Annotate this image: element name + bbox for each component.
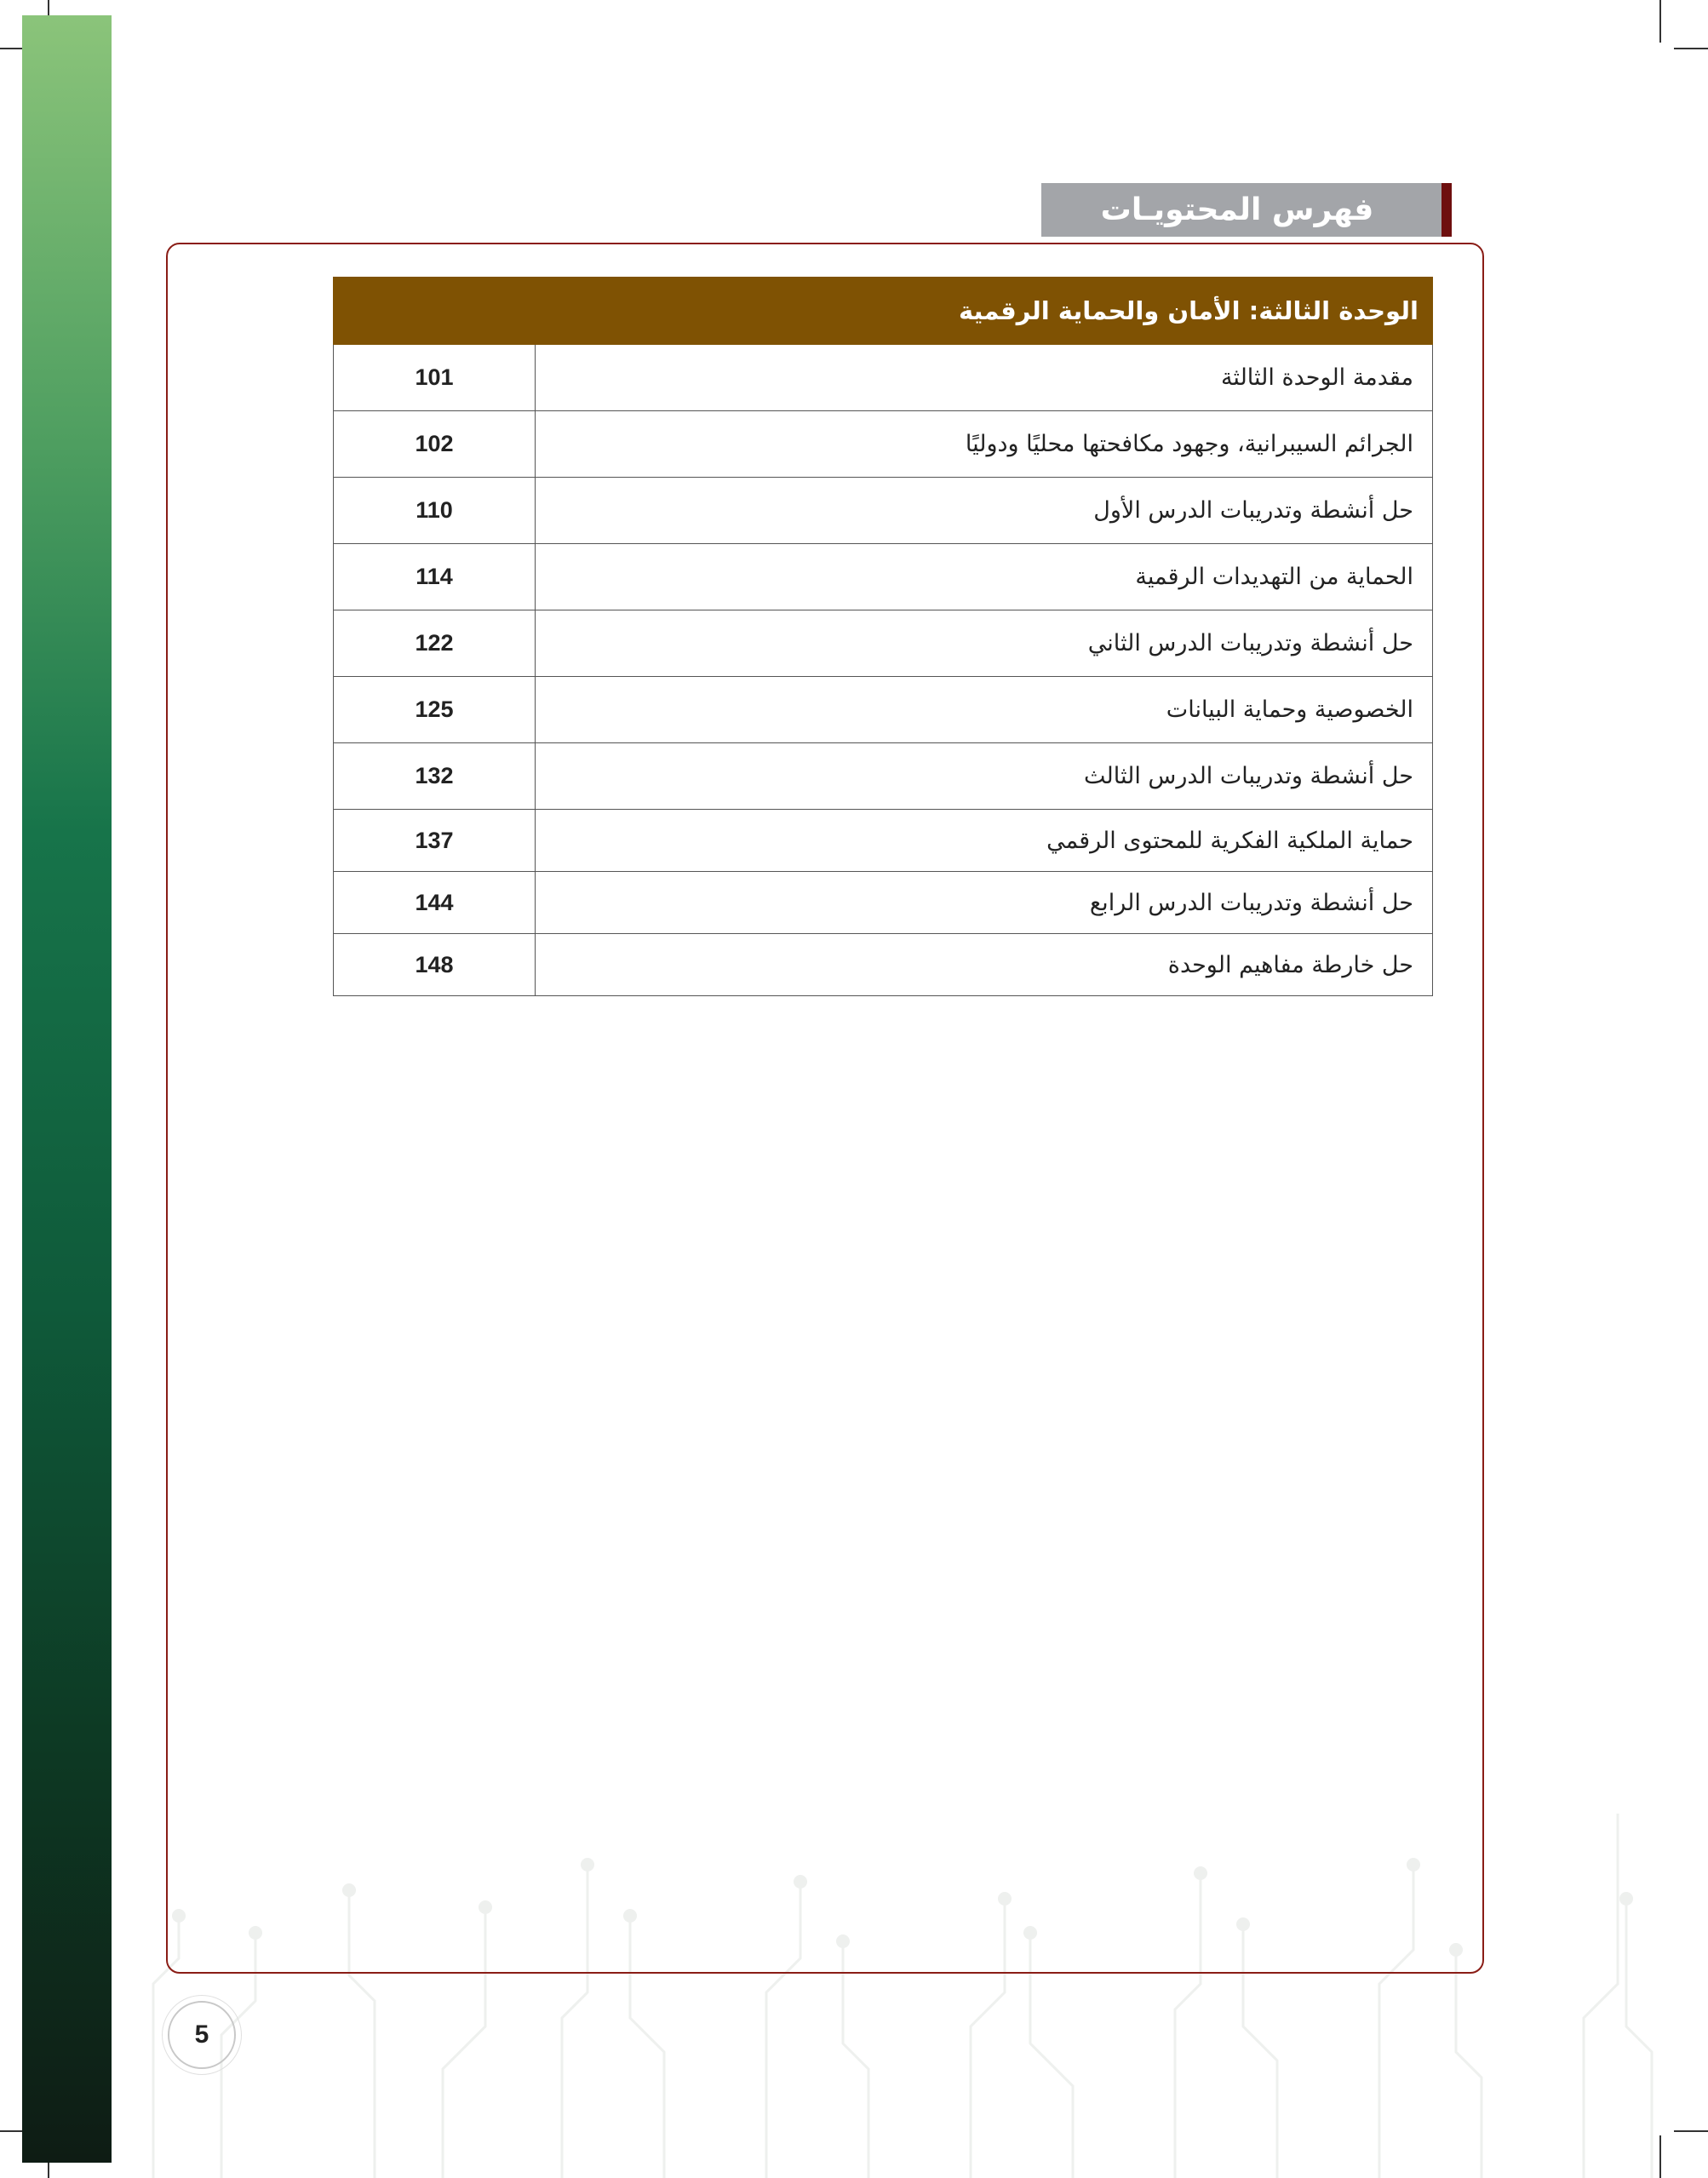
unit-heading: الوحدة الثالثة: الأمان والحماية الرقمية (334, 278, 1433, 345)
lesson-title: الحماية من التهديدات الرقمية (536, 544, 1433, 610)
table-row (334, 610, 1433, 677)
page-ref: 122 (334, 610, 536, 677)
page-title-box (1041, 183, 1450, 237)
table-row (334, 478, 1433, 544)
lesson-title: حل أنشطة وتدريبات الدرس الثاني (536, 610, 1433, 677)
lesson-title: مقدمة الوحدة الثالثة (536, 345, 1433, 411)
lesson-title: حماية الملكية الفكرية للمحتوى الرقمي (536, 810, 1433, 872)
page-ref: 125 (334, 677, 536, 743)
page-ref: 137 (334, 810, 536, 872)
crop-mark (1674, 48, 1708, 49)
table-row (334, 544, 1433, 610)
page-number: 5 (168, 2001, 236, 2069)
page-ref: 102 (334, 411, 536, 478)
page-ref: 110 (334, 478, 536, 544)
decorative-sidebar (22, 15, 112, 2163)
lesson-title: الخصوصية وحماية البيانات (536, 677, 1433, 743)
page-title: فهرس المحتويـات (1100, 192, 1374, 227)
table-row (334, 743, 1433, 810)
table-row (334, 810, 1433, 872)
lesson-title: حل خارطة مفاهيم الوحدة (536, 934, 1433, 996)
table-row (334, 872, 1433, 934)
table-row (334, 934, 1433, 996)
crop-mark (1659, 0, 1661, 43)
lesson-title: حل أنشطة وتدريبات الدرس الثالث (536, 743, 1433, 810)
table-row (334, 677, 1433, 743)
lesson-title: حل أنشطة وتدريبات الدرس الأول (536, 478, 1433, 544)
title-accent-bar (1441, 183, 1452, 237)
table-row (334, 345, 1433, 411)
page-ref: 114 (334, 544, 536, 610)
page-ref: 132 (334, 743, 536, 810)
page-ref: 144 (334, 872, 536, 934)
lesson-title: الجرائم السيبرانية، وجهود مكافحتها محليًا ودوليًا (536, 411, 1433, 478)
page-ref: 148 (334, 934, 536, 996)
page-ref: 101 (334, 345, 536, 411)
table-of-contents (333, 277, 1433, 996)
table-row (334, 411, 1433, 478)
lesson-title: حل أنشطة وتدريبات الدرس الرابع (536, 872, 1433, 934)
